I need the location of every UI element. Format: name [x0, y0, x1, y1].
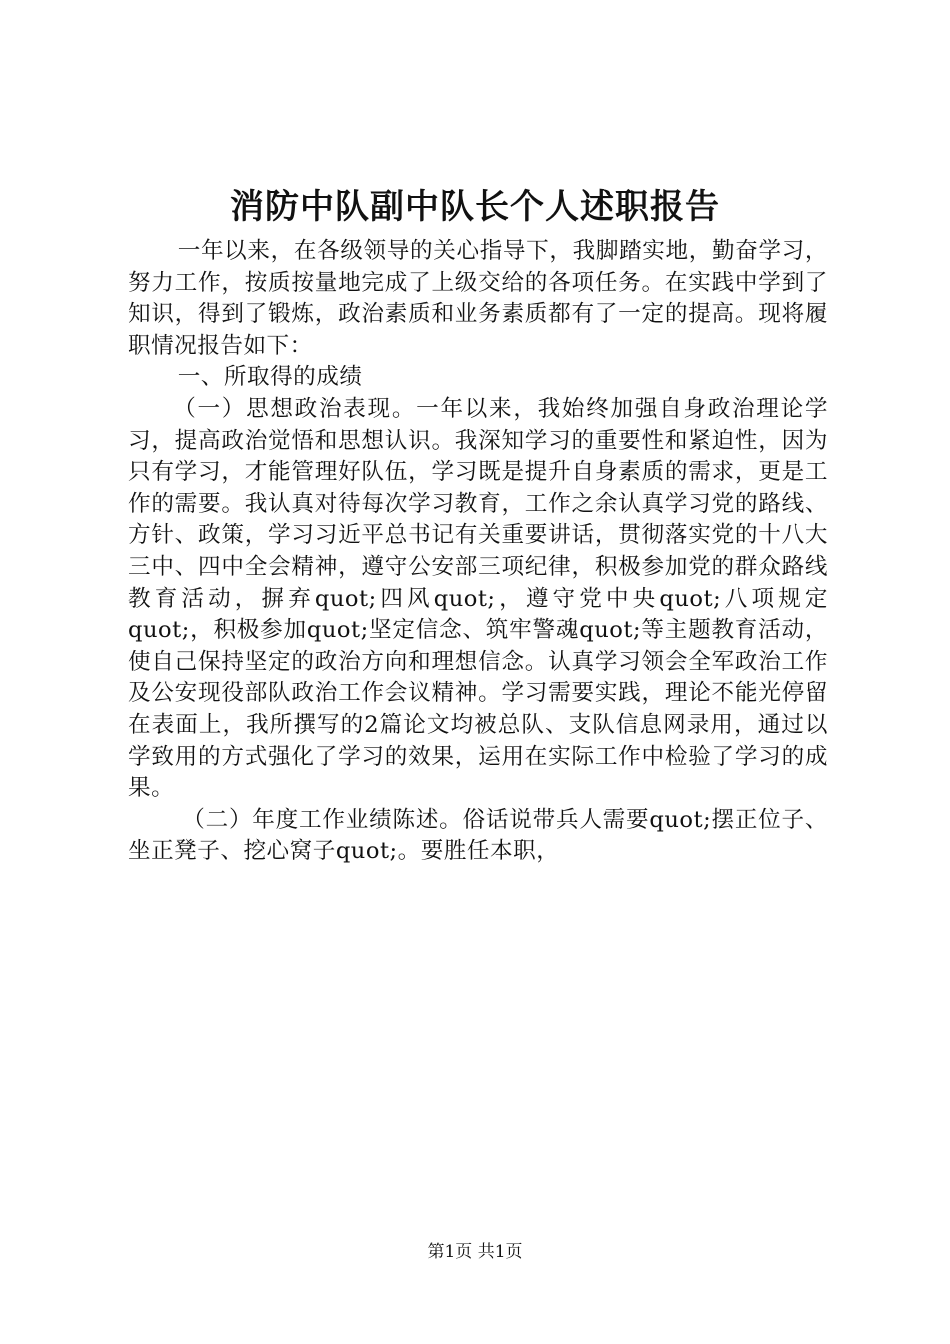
- work-performance-paragraph: （二）年度工作业绩陈述。俗话说带兵人需要quot;摆正位子、坐正凳子、挖心窝子quot;。要胜任本职，: [128, 806, 828, 865]
- intro-paragraph: 一年以来，在各级领导的关心指导下，我脚踏实地，勤奋学习，努力工作，按质按量地完成了上级交给的各项任务。在实践中学到了知识，得到了锻炼，政治素质和业务素质都有了一定的提高。现将履职情况报告如下：: [128, 238, 828, 359]
- document-body: [128, 236, 828, 868]
- page-footer: 第1页 共1页: [427, 1242, 523, 1262]
- political-performance-paragraph: （一）思想政治表现。一年以来，我始终加强自身政治理论学习，提高政治觉悟和思想认识。我深知学习的重要性和紧迫性，因为只有学习，才能管理好队伍，学习既是提升自身素质的需求，更是工作的需要。我认真对待每次学习教育，工作之余认真学习党的路线、方针、政策，学习习近平总书记有关重要讲话，贯彻落实党的十八大三中、四中全会精神，遵守公安部三项纪律，积极参加党的群众路线教育活动，摒弃quot;四风quot;，遵守党中央quot;八项规定quot;，积极参加quot;坚定信念、筑牢警魂quot;等主题教育活动，使自己保持坚定的政治方向和理想信念。认真学习领会全军政治工作及公安现役部队政治工作会议精神。学习需要实践，理论不能光停留在表面上，我所撰写的2篇论文均被总队、支队信息网录用，通过以学致用的方式强化了学习的效果，运用在实际工作中检验了学习的成果。: [128, 395, 828, 802]
- section-heading: 一、所取得的成绩: [177, 364, 363, 391]
- document-title: 消防中队副中队长个人述职报告: [230, 187, 720, 227]
